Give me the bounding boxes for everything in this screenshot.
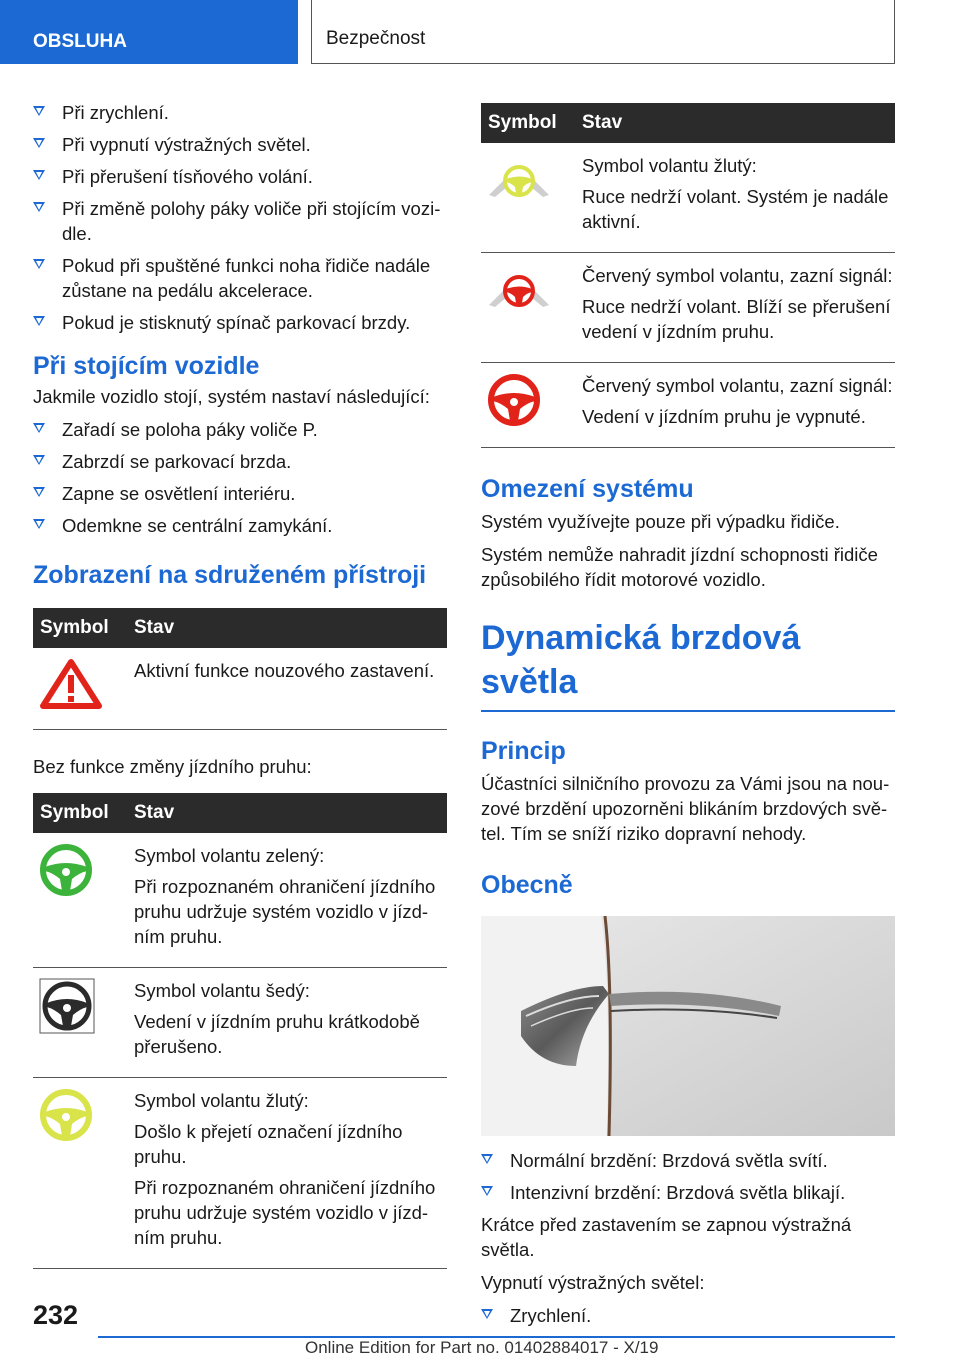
list-item: Při přerušení tísňového volání. xyxy=(33,164,447,189)
list-item: Při vypnutí výstražných světel. xyxy=(33,132,447,157)
triangle-bullet-icon xyxy=(33,423,45,433)
list-item: Pokud je stisknutý spínač parkovací brzdy. xyxy=(33,310,447,335)
triangle-bullet-icon xyxy=(33,259,45,269)
list-item: Intenzivní brzdění: Brzdová světla blikají. xyxy=(481,1180,895,1205)
triangle-bullet-icon xyxy=(33,202,45,212)
table-row: Symbol volantu šedý: Vedení v jízdním pruhu krátkodobě přerušeno. xyxy=(33,968,447,1078)
paragraph-principle: Účastníci silničního provozu za Vámi jsou na nou‐zové brzdění upozorněni blikáním brzdových svě‐tel. Tím se sníží riziko dopravní nehody. xyxy=(481,773,890,844)
symbol-table-emergency xyxy=(33,608,447,730)
column-header-state: Stav xyxy=(134,793,447,833)
heading-principle: Princip xyxy=(481,737,566,765)
heading-standing: Při stojícím vozidle xyxy=(33,352,260,380)
steering-wheel-red-icon xyxy=(487,373,541,427)
tail-light-photo xyxy=(481,916,895,1136)
heading-limits: Omezení systému xyxy=(481,475,694,503)
steering-wheel-hands-red-icon xyxy=(487,271,551,311)
table-row: Červený symbol volantu, zazní signál: Ruce nedrží volant. Blíží se přerušení vedení v jízdním pruhu. xyxy=(481,253,895,363)
paragraph-warning-off: Vypnutí výstražných světel: xyxy=(481,1272,705,1293)
footer-edition: Online Edition for Part no. 01402884017 - X/19 xyxy=(305,1338,659,1357)
table-row: Symbol volantu žlutý: Ruce nedrží volant. Systém je nadále aktivní. xyxy=(481,143,895,253)
bullet-list-warning-off xyxy=(481,1303,895,1328)
right-column xyxy=(481,103,895,1335)
paragraph-limits-1: Systém využívejte pouze při výpadku řidiče. xyxy=(481,511,840,532)
section-tab xyxy=(0,0,298,64)
paragraph-standing: Jakmile vozidlo stojí, systém nastaví následující: xyxy=(33,386,430,407)
heading-dynamic-brake-lights: Dynamická brzdová světla xyxy=(481,616,895,712)
bullet-list-standing xyxy=(33,417,447,538)
symbol-table-hands xyxy=(481,103,895,448)
triangle-bullet-icon xyxy=(33,316,45,326)
triangle-bullet-icon xyxy=(33,170,45,180)
list-item: Při změně polohy páky voliče při stojícím vozi‐dle. xyxy=(33,196,447,246)
bullet-list-conditions xyxy=(33,100,447,335)
steering-wheel-yellow-icon xyxy=(39,1088,93,1142)
table-row: Symbol volantu zelený: Při rozpoznaném ohraničení jízdního pruhu udržuje systém vozidlo v jízd‐ním pruhu. xyxy=(33,833,447,968)
list-item: Při zrychlení. xyxy=(33,100,447,125)
left-column xyxy=(33,100,447,1269)
page-title: Bezpečnost xyxy=(326,28,426,49)
steering-wheel-gray-icon xyxy=(39,978,95,1034)
column-header-symbol: Symbol xyxy=(33,793,134,833)
list-item: Zařadí se poloha páky voliče P. xyxy=(33,417,447,442)
triangle-bullet-icon xyxy=(33,455,45,465)
list-item: Zrychlení. xyxy=(481,1303,895,1328)
page-number: 232 xyxy=(33,1300,79,1330)
paragraph-lane-change: Bez funkce změny jízdního pruhu: xyxy=(33,756,312,777)
bullet-list-braking xyxy=(481,1148,895,1205)
triangle-bullet-icon xyxy=(481,1186,493,1196)
list-item: Normální brzdění: Brzdová světla svítí. xyxy=(481,1148,895,1173)
heading-general: Obecně xyxy=(481,871,573,899)
column-header-state: Stav xyxy=(134,608,447,648)
triangle-bullet-icon xyxy=(33,106,45,116)
steering-wheel-green-icon xyxy=(39,843,93,897)
column-header-symbol: Symbol xyxy=(481,103,582,143)
steering-wheel-hands-yellow-icon xyxy=(487,161,551,201)
list-item: Zabrzdí se parkovací brzda. xyxy=(33,449,447,474)
triangle-bullet-icon xyxy=(481,1154,493,1164)
list-item: Zapne se osvětlení interiéru. xyxy=(33,481,447,506)
heading-display: Zobrazení na sdruženém přístroji xyxy=(33,561,427,589)
list-item: Odemkne se centrální zamykání. xyxy=(33,513,447,538)
triangle-bullet-icon xyxy=(33,487,45,497)
paragraph-warning-lights: Krátce před zastavením se zapnou výstražná světla. xyxy=(481,1214,852,1260)
triangle-bullet-icon xyxy=(481,1309,493,1319)
triangle-bullet-icon xyxy=(33,138,45,148)
paragraph-limits-2: Systém nemůže nahradit jízdní schopnosti řidiče způsobilého řídit motorové vozidlo. xyxy=(481,544,878,590)
table-row: Červený symbol volantu, zazní signál: Vedení v jízdním pruhu je vypnuté. xyxy=(481,363,895,448)
table-row: Aktivní funkce nouzového zastavení. xyxy=(33,648,447,730)
symbol-table-lane xyxy=(33,793,447,1269)
column-header-state: Stav xyxy=(582,103,895,143)
section-label: OBSLUHA xyxy=(33,31,127,52)
header-title-box xyxy=(311,0,895,64)
warning-triangle-icon xyxy=(39,658,103,710)
column-header-symbol: Symbol xyxy=(33,608,134,648)
list-item: Pokud při spuštěné funkci noha řidiče nadále zůstane na pedálu akcelerace. xyxy=(33,253,447,303)
triangle-bullet-icon xyxy=(33,519,45,529)
table-row: Symbol volantu žlutý: Došlo k přejetí označení jízdního pruhu. Při rozpoznaném ohraničení jízdního pruhu udržuje systém vozidlo v jízd‐ním pruhu. xyxy=(33,1078,447,1269)
